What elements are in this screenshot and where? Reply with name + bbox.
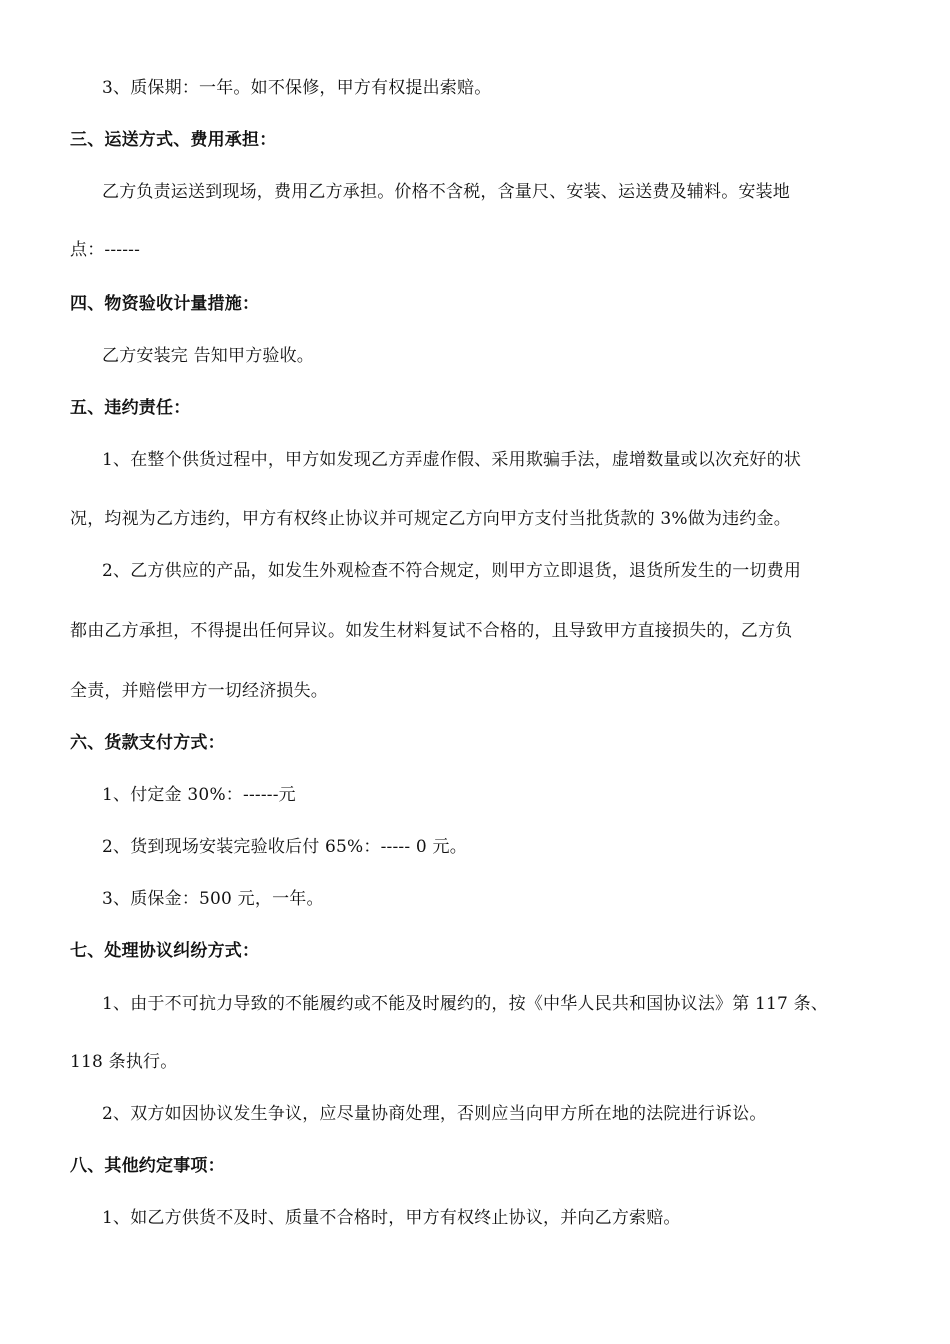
section-7-heading: 七、处理协议纠纷方式： xyxy=(70,941,260,961)
section-8-item-1: 1、如乙方供货不及时、质量不合格时，甲方有权终止协议，并向乙方索赔。 xyxy=(102,1208,681,1228)
section-5-item-2-line-3: 全责，并赔偿甲方一切经济损失。 xyxy=(70,681,328,701)
section-7-item-1-line-1: 1、由于不可抗力导致的不能履约或不能及时履约的，按《中华人民共和国协议法》第 117 条、 xyxy=(102,994,829,1014)
section-5-item-2-line-2: 都由乙方承担，不得提出任何异议。如发生材料复试不合格的，且导致甲方直接损失的，乙方负 xyxy=(70,621,793,641)
warranty-period-line: 3、质保期：一年。如不保修，甲方有权提出索赔。 xyxy=(102,78,492,98)
section-5-item-2-line-1: 2、乙方供应的产品，如发生外观检查不符合规定，则甲方立即退货，退货所发生的一切费用 xyxy=(102,561,802,581)
section-6-heading: 六、货款支付方式： xyxy=(70,733,225,753)
section-3-heading: 三、运送方式、费用承担： xyxy=(70,130,277,150)
section-6-item-3: 3、质保金：500 元，一年。 xyxy=(102,889,324,909)
section-5-item-1-line-2: 况，均视为乙方违约，甲方有权终止协议并可规定乙方向甲方支付当批货款的 3%做为违约金。 xyxy=(70,509,791,529)
section-6-item-2: 2、货到现场安装完验收后付 65%：----- 0 元。 xyxy=(102,837,467,857)
section-4-paragraph: 乙方安装完 告知甲方验收。 xyxy=(102,346,315,366)
section-4-heading: 四、物资验收计量措施： xyxy=(70,294,260,314)
section-3-paragraph-line-2: 点：------ xyxy=(70,240,141,260)
section-7-item-1-line-2: 118 条执行。 xyxy=(70,1052,178,1072)
section-6-item-1: 1、付定金 30%：------元 xyxy=(102,785,296,805)
section-8-heading: 八、其他约定事项： xyxy=(70,1156,225,1176)
section-3-paragraph-line-1: 乙方负责运送到现场，费用乙方承担。价格不含税，含量尺、安装、运送费及辅料。安装地 xyxy=(102,182,790,202)
section-5-item-1-line-1: 1、在整个供货过程中，甲方如发现乙方弄虚作假、采用欺骗手法，虚增数量或以次充好的状 xyxy=(102,450,802,470)
section-7-item-2: 2、双方如因协议发生争议，应尽量协商处理，否则应当向甲方所在地的法院进行诉讼。 xyxy=(102,1104,767,1124)
section-5-heading: 五、违约责任： xyxy=(70,398,191,418)
